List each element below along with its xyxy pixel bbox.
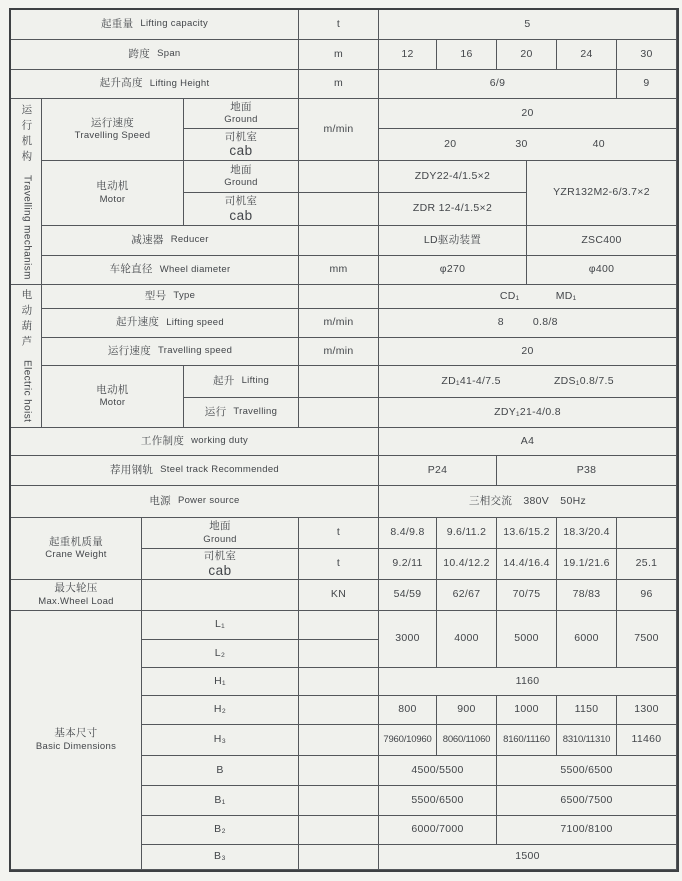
value-working-duty: A4 — [379, 428, 677, 456]
label-hoist-motor: 电动机 Motor — [42, 366, 184, 428]
sublabel-dim-b2: B₂ — [142, 816, 299, 845]
unit-hoist-lifting-speed: m/min — [299, 309, 379, 338]
row-label-working-duty: 工作制度 working duty — [11, 428, 379, 456]
value-cw-ground-2: 9.6/11.2 — [437, 518, 497, 549]
label-max-wheel-load: 最大轮压 Max.Wheel Load — [11, 580, 142, 611]
label-crane-weight: 起重机质量 Crane Weight — [11, 518, 142, 580]
row-label-hoist-travelling-speed: 运行速度 Travelling speed — [42, 338, 299, 366]
row-label-wheel-diameter: 车轮直径 Wheel diameter — [42, 256, 299, 285]
value-motor-cab: ZDR 12-4/1.5×2 — [379, 193, 527, 226]
value-l-5: 7500 — [617, 611, 677, 668]
value-l-1: 3000 — [379, 611, 437, 668]
value-wheel-diameter-left: φ270 — [379, 256, 527, 285]
value-h2-3: 1000 — [497, 696, 557, 725]
value-hoist-motor-lifting: ZD₁41-4/7.5 ZDS₁0.8/7.5 — [379, 366, 677, 398]
row-label-span: 跨度 Span — [11, 40, 299, 70]
unit-crane-weight-ground: t — [299, 518, 379, 549]
value-h3-5: 11460 — [617, 725, 677, 756]
value-speed-ground: 20 — [379, 99, 677, 129]
value-mwl-2: 62/67 — [437, 580, 497, 611]
value-mwl-4: 78/83 — [557, 580, 617, 611]
empty-cell — [299, 845, 379, 870]
sublabel-crane-weight-ground: 地面 Ground — [142, 518, 299, 549]
value-reducer-left: LD驱动装置 — [379, 226, 527, 256]
unit-max-wheel-load: KN — [299, 580, 379, 611]
section-electric-hoist-text: 电动葫芦Electric hoist — [20, 289, 33, 423]
sublabel-speed-ground: 地面 Ground — [184, 99, 299, 129]
sublabel-dim-l1: L₁ — [142, 611, 299, 640]
row-label-lifting-capacity: 起重量 Lifting capacity — [11, 10, 299, 40]
value-cw-cab-1: 9.2/11 — [379, 549, 437, 580]
value-h1: 1160 — [379, 668, 677, 696]
unit-crane-weight-cab: t — [299, 549, 379, 580]
value-h2-1: 800 — [379, 696, 437, 725]
value-cw-ground-4: 18.3/20.4 — [557, 518, 617, 549]
empty-cell — [299, 786, 379, 816]
value-span-20: 20 — [497, 40, 557, 70]
value-l-2: 4000 — [437, 611, 497, 668]
value-h3-1: 7960/10960 — [379, 725, 437, 756]
value-b2-right: 7100/8100 — [497, 816, 677, 845]
value-lifting-capacity: 5 — [379, 10, 677, 40]
sublabel-hoist-motor-lifting: 起升 Lifting — [184, 366, 299, 398]
value-steel-track-left: P24 — [379, 456, 497, 486]
value-steel-track-right: P38 — [497, 456, 677, 486]
value-b-left: 4500/5500 — [379, 756, 497, 786]
row-label-reducer: 减速器 Reducer — [42, 226, 299, 256]
empty-cell — [299, 756, 379, 786]
empty-cell — [299, 193, 379, 226]
empty-cell — [299, 398, 379, 428]
sublabel-dim-h3: H₃ — [142, 725, 299, 756]
empty-cell — [299, 725, 379, 756]
empty-cell — [617, 518, 677, 549]
value-b1-right: 6500/7500 — [497, 786, 677, 816]
value-h3-4: 8310/11310 — [557, 725, 617, 756]
value-mwl-1: 54/59 — [379, 580, 437, 611]
sublabel-motor-ground: 地面 Ground — [184, 161, 299, 193]
sublabel-hoist-motor-travelling: 运行 Travelling — [184, 398, 299, 428]
empty-cell — [299, 640, 379, 668]
value-span-16: 16 — [437, 40, 497, 70]
value-speed-cab: 20 30 40 — [379, 129, 677, 161]
crane-specification-table — [9, 8, 679, 872]
label-travelling-speed: 运行速度 Travelling Speed — [42, 99, 184, 161]
unit-span: m — [299, 40, 379, 70]
empty-cell — [299, 668, 379, 696]
value-b3: 1500 — [379, 845, 677, 870]
value-motor-ground: ZDY22-4/1.5×2 — [379, 161, 527, 193]
label-travelling-motor: 电动机 Motor — [42, 161, 184, 226]
sublabel-dim-l2: L₂ — [142, 640, 299, 668]
empty-cell — [299, 226, 379, 256]
empty-cell — [299, 285, 379, 309]
value-lifting-height-main: 6/9 — [379, 70, 617, 99]
value-b1-left: 5500/6500 — [379, 786, 497, 816]
sublabel-dim-b: B — [142, 756, 299, 786]
value-wheel-diameter-right: φ400 — [527, 256, 677, 285]
row-label-hoist-lifting-speed: 起升速度 Lifting speed — [42, 309, 299, 338]
value-cw-cab-5: 25.1 — [617, 549, 677, 580]
value-h2-2: 900 — [437, 696, 497, 725]
value-cw-cab-4: 19.1/21.6 — [557, 549, 617, 580]
sublabel-speed-cab: 司机室 cab — [184, 129, 299, 161]
sublabel-dim-h2: H₂ — [142, 696, 299, 725]
value-b-right: 5500/6500 — [497, 756, 677, 786]
empty-cell — [299, 161, 379, 193]
empty-cell — [299, 816, 379, 845]
row-label-steel-track: 荐用钢轨 Steel track Recommended — [11, 456, 379, 486]
value-cw-cab-3: 14.4/16.4 — [497, 549, 557, 580]
section-travelling-mechanism-text: 运行机构Travelling mechanism — [20, 103, 33, 280]
value-reducer-right: ZSC400 — [527, 226, 677, 256]
section-travelling-mechanism — [11, 99, 42, 285]
sublabel-dim-b1: B₁ — [142, 786, 299, 816]
value-power-source: 三相交流 380V 50Hz — [379, 486, 677, 518]
value-span-24: 24 — [557, 40, 617, 70]
value-l-3: 5000 — [497, 611, 557, 668]
unit-lifting-capacity: t — [299, 10, 379, 40]
empty-cell — [142, 580, 299, 611]
value-lifting-height-last: 9 — [617, 70, 677, 99]
value-h3-2: 8060/11060 — [437, 725, 497, 756]
value-cw-cab-2: 10.4/12.2 — [437, 549, 497, 580]
unit-travelling-speed: m/min — [299, 99, 379, 161]
unit-wheel-diameter: mm — [299, 256, 379, 285]
unit-hoist-travelling-speed: m/min — [299, 338, 379, 366]
value-hoist-type: CD₁ MD₁ — [379, 285, 677, 309]
empty-cell — [299, 366, 379, 398]
value-hoist-lifting-speed: 8 0.8/8 — [379, 309, 677, 338]
empty-cell — [299, 696, 379, 725]
value-mwl-5: 96 — [617, 580, 677, 611]
label-basic-dimensions: 基本尺寸 Basic Dimensions — [11, 611, 142, 870]
value-hoist-motor-travelling: ZDY₁21-4/0.8 — [379, 398, 677, 428]
value-mwl-3: 70/75 — [497, 580, 557, 611]
empty-cell — [299, 611, 379, 640]
value-h2-4: 1150 — [557, 696, 617, 725]
value-span-12: 12 — [379, 40, 437, 70]
value-b2-left: 6000/7000 — [379, 816, 497, 845]
section-electric-hoist — [11, 285, 42, 428]
value-hoist-travelling-speed: 20 — [379, 338, 677, 366]
sublabel-crane-weight-cab: 司机室 cab — [142, 549, 299, 580]
sublabel-dim-b3: B₃ — [142, 845, 299, 870]
value-cw-ground-3: 13.6/15.2 — [497, 518, 557, 549]
value-span-30: 30 — [617, 40, 677, 70]
unit-lifting-height: m — [299, 70, 379, 99]
sublabel-motor-cab: 司机室 cab — [184, 193, 299, 226]
row-label-power-source: 电源 Power source — [11, 486, 379, 518]
value-motor-shared: YZR132M2-6/3.7×2 — [527, 161, 677, 226]
row-label-hoist-type: 型号 Type — [42, 285, 299, 309]
value-h2-5: 1300 — [617, 696, 677, 725]
row-label-lifting-height: 起升高度 Lifting Height — [11, 70, 299, 99]
value-l-4: 6000 — [557, 611, 617, 668]
value-cw-ground-1: 8.4/9.8 — [379, 518, 437, 549]
sublabel-dim-h1: H₁ — [142, 668, 299, 696]
value-h3-3: 8160/11160 — [497, 725, 557, 756]
